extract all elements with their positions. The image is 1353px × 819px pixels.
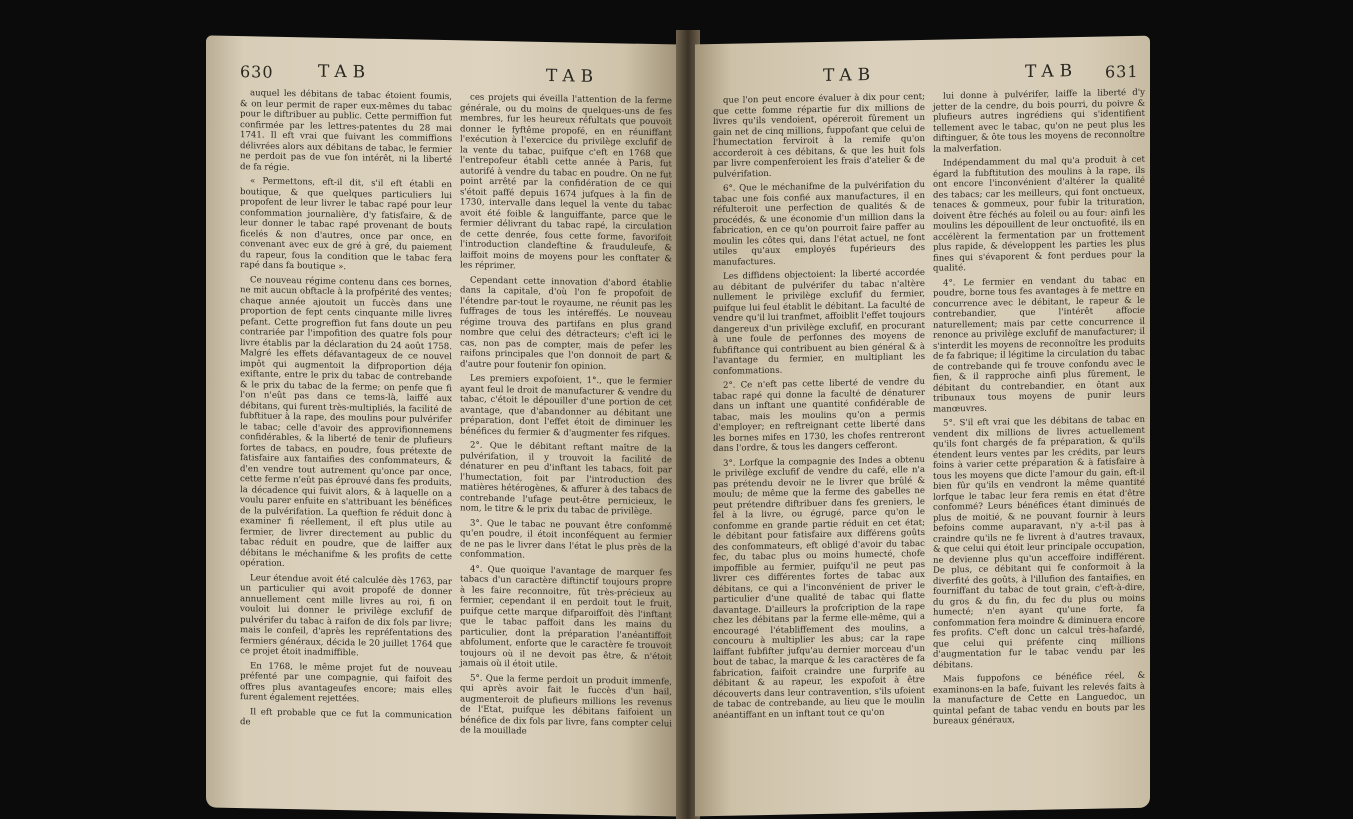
paragraph: 2°. Ce n'eft pas cette liberté de vendre du tabac rapé qui donne la faculté de dénaturer dans un inftant une quantité confidérable de tabac, mais les moulins qu'on a permis d'employer; en reftreignant cette liberté dans les bornes mifes en 1730, les chofes rentreront dans l'ordre, & tous les dangers cefferont. (713, 376, 925, 455)
paragraph: « Permettons, eft-il dit, s'il eft établi en boutique, & que quelques particuliers lui propofent de leur livrer le tabac rapé pour leur confommation journalière, d'y fatisfaire, & de leur donner le tabac rapé provenant de bouts ficelés & non d'autres, once par once, en convenant avec eux de gré à gré, du paiement du rapeur, fous la condition que le tabac fera rapé dans fa boutique ». (240, 176, 452, 273)
left-running-head-2: TAB (546, 65, 600, 87)
left-running-head: TAB (318, 61, 372, 83)
paragraph: Les premiers expofoient, 1°., que le fermier ayant feul le droit de manufacturer & vendre du tabac, c'étoit le dépouiller d'une portion de cet avantage, que d'abandonner au débitant une préparation, dont l'effet étoit de diminuer les bénéfices du fermier & d'augmenter fes rifques. (460, 373, 672, 440)
paragraph: Mais fuppofons ce bénéfice réel, & examinons-en la bafe, fuivant les relevés faits à la manufacture de Cette en Languedoc, un quintal pefant de tabac vendu en bouts par les bureaux généraux, (933, 670, 1145, 727)
paragraph: 6°. Que le méchanifme de la pulvérifation du tabac une fois confié aux manufactures, il en réfulteroit une perfection de qualités & de procédés, & une économie d'un million dans la fabrication, en ce qu'on pourroit faire paffer au moulin les côtes qui, dans l'état actuel, ne font utiles qu'aux employés fupérieurs des manufactures. (713, 179, 925, 268)
paragraph: Indépendamment du mal qu'a produit à cet égard la fubftitution des moulins à la rape, ils ont encore l'inconvénient d'altérer la qualité des tabacs; car les meilleurs, qui font onctueux, tenaces & gommeux, pour fubir la trituration, doivent être féchés au foleil ou au four: ainfi les moulins les dépouillent de leur onctuofité, ils en accélèrent la fermentation par un frottement plus rapide, & développent les parties les plus fines qui s'évaporent & font perdues pour la qualité. (933, 154, 1145, 274)
paragraph: 2°. Que le débitant reftant maître de la pulvérifation, il y trouvoit la facilité de dénaturer en peu d'inftant les tabacs, foit par l'humectation, foit par l'introduction des matières hétérogènes, & affurer à des tabacs de contrebande l'ufage peut-être pernicieux, le nom, le titre & le prix du tabac de privilège. (460, 440, 672, 518)
paragraph: ces projets qui éveilla l'attention de la ferme générale, ou du moins de quelques-uns de fes membres, fur les heureux réfultats que pouvoit donner le fyftême propofé, en en réuniffant l'exécution à l'exercice du privilège exclufif de la vente du tabac, puifque c'eft en 1768 que l'entrepofeur établi cette année à Paris, fut autorifé à vendre du tabac en poudre. On ne fut point arrêté par la confidération de ce qui s'étoit paffé depuis 1674 jufques à la fin de 1730, intervalle dans lequel la vente du tabac avoit été foible & languiffante, parce que le fermier délivrant du tabac rapé, la circulation de cette denrée, fous cette forme, favorifoit l'introduction clandeftine & frauduleufe, & laiffoit moins de moyens pour les conftater & les réprimer. (460, 92, 672, 272)
paragraph: 5°. S'il eft vrai que les débitans de tabac en vendent dix millions de livres actuellement qu'ils font chargés de fa préparation, & qu'ils étendent leurs ventes par les crédits, par leurs foins à varier cette préparation & à fatisfaire à tous les moyens que dicte l'amour du gain, eft-il bien fûr qu'ils en vendront la même quantité lorfque le tabac leur fera remis en état d'être confommé? Leurs bénéfices étant diminués de plus de moitié, & ne pouvant fournir à leurs befoins comme auparavant, n'y a-t-il pas à craindre qu'ils ne fe livrent à d'autres travaux, & que celui qui étoit leur principale occupation, ne devienne plus qu'un acceffoire indifférent. De plus, ce débitant qui fe conformoit à la diverfité des goûts, à l'illufion des fantaifies, en fourniffant du tabac de tout grain, c'eft-à-dire, du gros & du fin, du fec du plus ou moins humecté; n'en ayant qu'une forte, fa confommation fera moindre & diminuera encore fes profits. C'eft donc un calcul très-hafardé, que celui qui préfente cinq millions d'augmentation fur le tabac vendu par les débitans. (933, 414, 1145, 671)
paragraph: Il eft probable que ce fut la communication de (240, 706, 452, 728)
left-column-2 (460, 92, 672, 744)
paragraph: Leur étendue avoit été calculée dès 1763, par un particulier qui avoit propofé de donner annuellement cent mille livres au roi, fi on vouloit lui donner le privilège exclufif de pulvérifer du tabac à raifon de dix fols par livre; mais le confeil, d'après les repréfentations des fermiers généraux, décida le 20 juillet 1764 que ce projet étoit inadmiffible. (240, 572, 452, 659)
paragraph: Les diffidens objectoient: la liberté accordée au débitant de pulvérifer du tabac n'altère nullement le privilège exclufif du fermier, puifque lui feul établit le débitant. La faculté de vendre qu'il lui tranfmet, affoiblit l'effet toujours dangereux d'un privilège exclufif, en procurant à une foule de perfonnes des moyens de fubfiftance qui contribuent au bien général & à l'avantage du fermier, en multipliant les confommations. (713, 267, 925, 377)
right-page-number: 631 (1105, 61, 1139, 82)
paragraph: 4°. Le fermier en vendant du tabac en poudre, borne tous fes avantages à fe mettre en concurrence avec le débitant, le rapeur & le contrebandier, que l'intérêt affocie naturellement; mais par cette concurrence il renonce au privilège exclufif de manufacturer; il s'interdit les moyens de reconnoître les produits de fa fabrique; il légitime la circulation du tabac de contrebande qui fe trouve confondu avec le fien, & il rapproche ainfi plus fûrement, le débitant du contrebandier, en ôtant aux tribunaux tous moyens de punir leurs manœuvres. (933, 274, 1145, 415)
paragraph: lui donne à pulvérifer, laiffe la liberté d'y jetter de la cendre, du bois pourri, du poivre & plufieurs autres ingrédiens qui s'identifient tellement avec le tabac, qu'on ne peut plus les diftinguer, & ôte tous les moyens de reconnoître la malverfation. (933, 87, 1145, 155)
right-running-head: TAB (823, 64, 877, 86)
paragraph: Cependant cette innovation d'abord établie dans la capitale, d'où l'on fe propofoit de l'étendre par-tout le royaume, ne réunit pas les fuffrages de tous les intéreffés. Le nouveau régime trouva des partifans en plus grand nombre que celui des détracteurs; c'eft ici le cas, non pas de compter, mais de pefer les raifons principales que l'on donnoit de part & d'autre pour foutenir fon opinion. (460, 275, 672, 372)
right-running-head-2: TAB (1025, 61, 1079, 83)
paragraph: En 1768, le même projet fut de nouveau préfenté par une compagnie, qui faifoit des offres plus avantageufes encore; mais elles furent également rejettées. (240, 660, 452, 705)
paragraph: 3°. Que le tabac ne pouvant être confommé qu'en poudre, il étoit inconféquent au fermier de ne pas le livrer dans l'état le plus près de la confommation. (460, 518, 672, 561)
left-column-1 (240, 88, 452, 736)
paragraph: 4°. Que quoique l'avantage de marquer fes tabacs d'un caractère diftinctif toujours propre à les faire reconnoitre, fût très-précieux au fermier, cependant il en perdoit tout le fruit, puifque cette marque difparoiffoit dès l'inftant que le tabac paffoit dans les mains du particulier, dont la préparation l'anéantiffoit abfolument, enforte que le caractère fe trouvoit toujours où il ne devoit pas être, & n'étoit jamais où il étoit utile. (460, 564, 672, 671)
paragraph: Ce nouveau régime contenu dans ces bornes, ne mit aucun obftacle à la profpérité des ventes; chaque année ajoutoit un fuccès dans une proportion de fept cents cinquante mille livres pefant. Cette progreffion fut fans doute un peu contrariée par l'impofition des quatre fols pour livre établis par la déclaration du 24 août 1758. Malgré les effets défavantageux de ce nouvel impôt qui augmentoit la difproportion déja exiftante, entre le prix du tabac de contrebande & le prix du tabac de la ferme; on penfe que fi l'on n'eût pas dans ce tems-là, laiffé aux débitans, qui furent très-multipliés, la facilité de fubftituer à la rape, des moulins pour pulvérifer le tabac; celle d'avoir des approvifionnemens confidérables, & la liberté de tenir de plufieurs fortes de tabacs, en poudre, fous prétexte de fatisfaire aux fantaifies des confommateurs, & d'en vendre tout autrement qu'once par once, cette ferme n'eût pas éprouvé dans fes produits, la décadence qui fuivit alors, & à laquelle on a voulu parer enfuite en s'attribuant les bénéfices de la pulvérifation. La queftion fe réduit donc à examiner fi réellement, il eft plus utile au fermier, de livrer directement au public du tabac réduit en poudre, que de laiffer aux débitans le méchanifme & les profits de cette opération. (240, 274, 452, 569)
paragraph: 3°. Lorfque la compagnie des Indes a obtenu le privilège exclufif de vendre du café, elle n'a pas prétendu devoir ne le livrer que brûlé & moulu; de même que la ferme des gabelles ne peut prétendre diftribuer dans fes greniers, le fel à la livre, ou égrugé, parce qu'on le confomme en grande partie réduit en cet état; le débitant pour fatisfaire aux différens goûts des confommateurs, eft obligé d'avoir du tabac fec, du tabac plus ou moins humecté, chofe impoffible au fermier, puifqu'il ne peut pas livrer ces différentes fortes de tabac aux débitans, ce qui a l'inconvénient de priver le particulier d'une qualité de tabac qui flatte davantage. D'ailleurs la profcription de la rape chez les débitans par la ferme elle-même, qui a encouragé l'établiffement des moulins, a concouru à multiplier les abus; car la rape laiffant fubfifter jufqu'au dernier morceau d'un bout de tabac, la marque & les caractères de fa fabrication, faifoit craindre une furprife au débitant & au rapeur, les expofoit à être découverts dans leur contravention, s'ils ufoient de tabac de contrebande, au lieu que le moulin anéantiffant en un inftant tout ce qu'on (713, 454, 925, 721)
left-page (206, 35, 681, 816)
paragraph: auquel les débitans de tabac étoient foumis, & on leur permit de raper eux-mêmes du tabac pour le diftribuer au public. Cette permiffion fut confirmée par les lettres-patentes du 28 mai 1741. Il eft vrai que fuivant les commiffions délivrées alors aux débitans de tabac, le fermier ne perdoit pas de vue fon intérêt, ni la liberté de fa régie. (240, 88, 452, 173)
right-page (695, 36, 1150, 817)
paragraph: que l'on peut encore évaluer à dix pour cent; que cette fomme répartie fur dix millions de livres qu'ils vendoient, opéreroit fûrement un gain net de cinq millions, fuppofant que celui de l'humectation ferviroit à la remife qu'on accorderoit à ces débitans, & que les huit fols par livre compenferoient les frais d'atelier & de pulvérifation. (713, 91, 925, 180)
paragraph: 5°. Que la ferme perdoit un produit immenfe, qui après avoir fait le fuccès d'un bail, augmenteroit de plufieurs millions les revenus de l'Etat, puifque les débitans faifoient un bénéfice de dix fols par livre, fans compter celui de la mouillade (460, 673, 672, 737)
right-column-2 (933, 88, 1145, 732)
left-page-number: 630 (240, 62, 274, 82)
right-column-1 (713, 92, 925, 725)
